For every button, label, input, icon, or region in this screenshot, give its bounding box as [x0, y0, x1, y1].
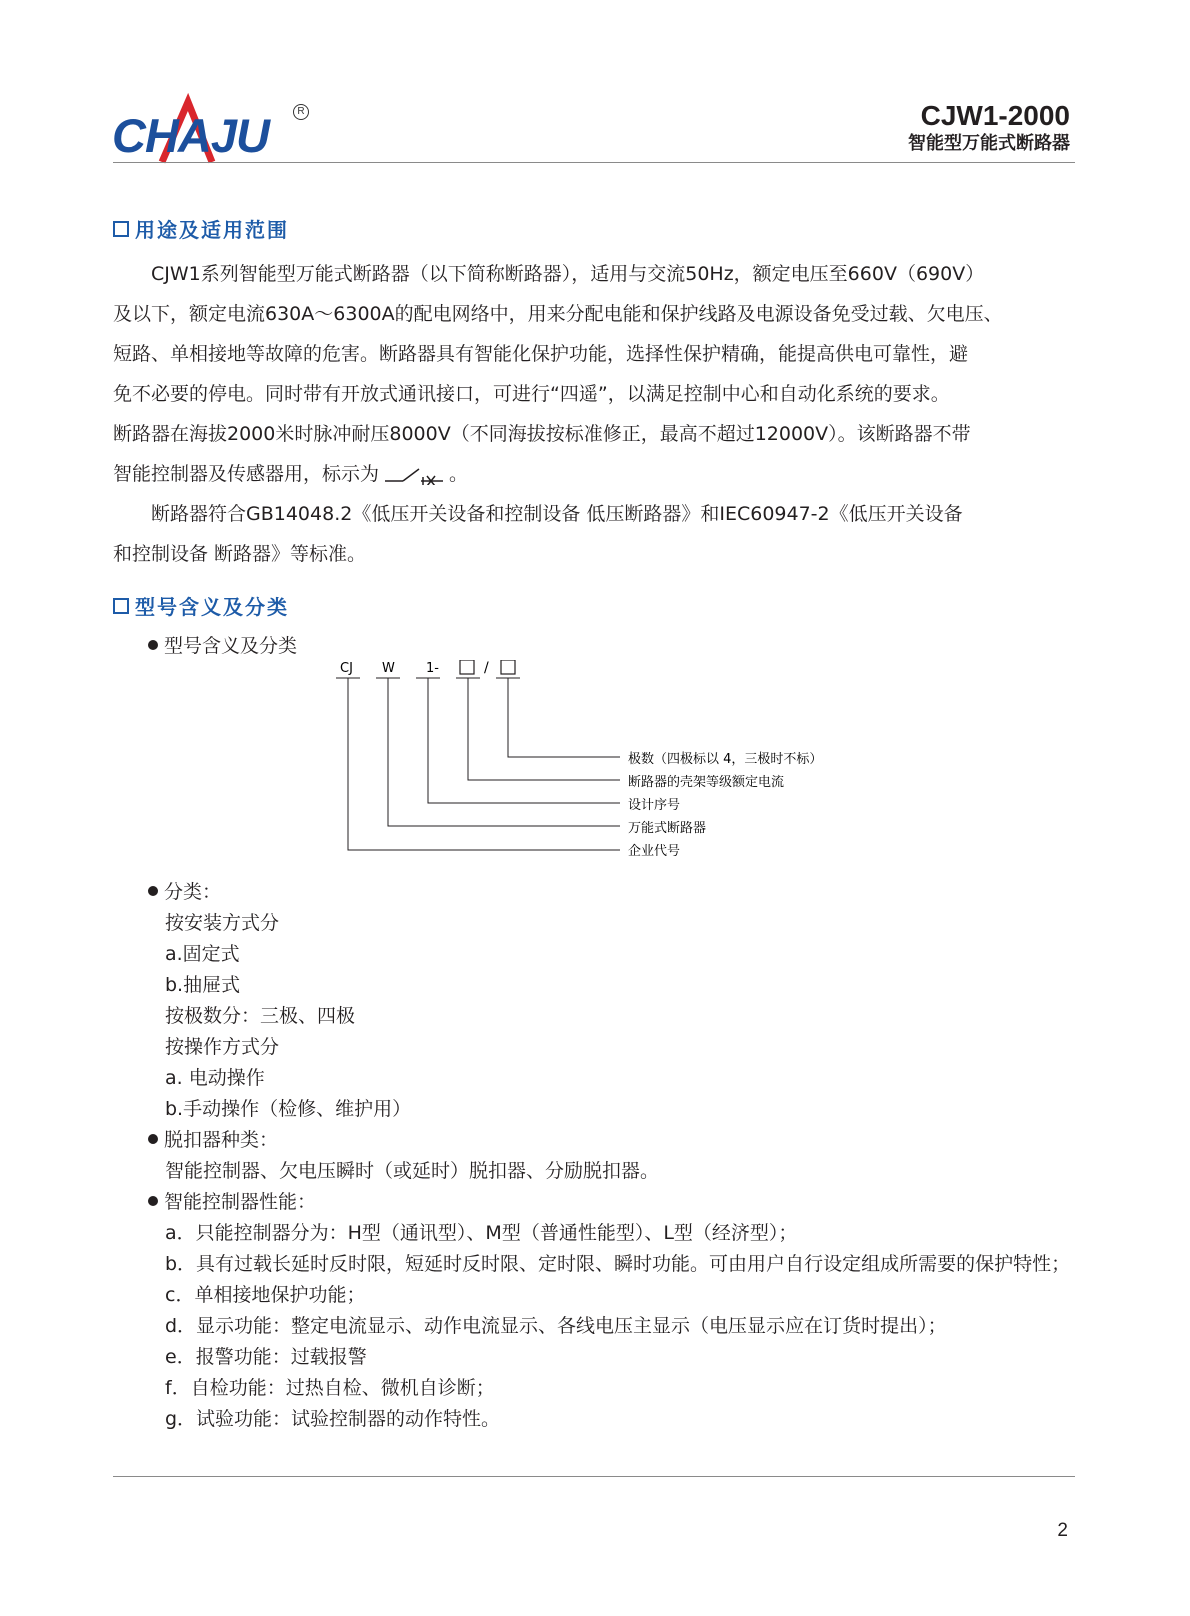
- list-item: b.手动操作（检修、维护用）: [165, 1098, 412, 1120]
- product-subtitle: 智能型万能式断路器: [908, 133, 1070, 154]
- brand-logo: [112, 92, 312, 168]
- list-item: 按安装方式分: [165, 912, 280, 934]
- bullet-model-meaning: 型号含义及分类: [148, 630, 297, 662]
- document-header: [908, 100, 1070, 156]
- bullet-icon: [148, 1196, 158, 1206]
- list-item: g．试验功能：试验控制器的动作特性。: [165, 1408, 501, 1430]
- label-enterprise-code: 企业代号: [628, 844, 681, 859]
- label-breaker-type: 万能式断路器: [628, 821, 707, 836]
- bullet-icon: [148, 1134, 158, 1144]
- list-item: b.抽屉式: [165, 974, 241, 996]
- leader-type: [388, 678, 620, 826]
- header-divider: [113, 162, 1075, 163]
- leader-poles: [508, 678, 620, 757]
- bullet-icon: [148, 640, 158, 650]
- leader-design: [428, 678, 620, 803]
- code-1: 1-: [426, 661, 439, 676]
- footer-divider: [113, 1476, 1075, 1477]
- list-item: f．自检功能：过热自检、微机自诊断；: [165, 1377, 495, 1399]
- leader-current: [468, 678, 620, 780]
- label-poles: 极数（四极标以 4，三极时不标）: [628, 752, 823, 767]
- list-item: a.固定式: [165, 943, 240, 965]
- code-box-poles: [501, 660, 515, 674]
- breaker-symbol-icon: [379, 465, 449, 485]
- checkbox-square-icon: [113, 221, 129, 237]
- code-slash: /: [484, 660, 489, 676]
- bullet-release-types: 脱扣器种类：: [148, 1124, 278, 1156]
- list-item: a. 电动操作: [165, 1067, 265, 1089]
- list-item: 按极数分：三极、四极: [165, 1005, 356, 1027]
- product-model: CJW1-2000: [920, 100, 1070, 131]
- usage-paragraph: CJW1系列智能型万能式断路器（以下简称断路器），适用与交流50Hz，额定电压至660V（690V） 及以下，额定电流630A～6300A的配电网络中，用来分配电能和保护线路及电源设备免受过载、欠电压、 短路、单相接地等故障的危害。断路器具有智能化保护功能，选择性保护精确，能提高供电可靠性，避 免不必要的停电。同时带有开放式通讯接口，可进行“四遥”，以满足控制中心和自动化系统的要求。 断路器在海拔2000米时脉冲耐压8000V（不同海拔按标准修正，最高不超过12000V）。该断路器不带 智能控制器及传感器用，标示为 。 断路器符合GB14048.2《低压开关设备和控制设备 低压断路器》和IEC60947-2《低压开关设备 和控制设备 断路器》等标准。: [113, 263, 1003, 565]
- bullet-icon: [148, 886, 158, 896]
- section-title-model: 型号含义及分类: [113, 591, 289, 620]
- bullet-classification: 分类：: [148, 876, 221, 908]
- list-item: 按操作方式分: [165, 1036, 280, 1058]
- registered-mark-icon: R: [293, 104, 309, 120]
- list-item: e．报警功能：过载报警: [165, 1346, 367, 1368]
- section-title-usage: 用途及适用范围: [113, 214, 289, 243]
- leader-enterprise: [348, 678, 620, 850]
- label-frame-current: 断路器的壳架等级额定电流: [628, 775, 785, 790]
- checkbox-square-icon: [113, 598, 129, 614]
- label-design-serial: 设计序号: [628, 798, 681, 813]
- list-item: b．具有过载长延时反时限，短延时反时限、定时限、瞬时功能。可由用户自行设定组成所需要的保护特性；: [165, 1253, 1071, 1275]
- code-w: W: [382, 661, 395, 676]
- bullet-controller-performance: 智能控制器性能：: [148, 1186, 316, 1218]
- list-item: 智能控制器、欠电压瞬时（或延时）脱扣器、分励脱扣器。: [165, 1160, 660, 1182]
- code-box-current: [460, 660, 474, 674]
- logo-text: CHAJU: [112, 109, 269, 162]
- list-item: d．显示功能：整定电流显示、动作电流显示、各线电压主显示（电压显示应在订货时提出）；: [165, 1315, 947, 1337]
- model-code-diagram: [330, 660, 890, 865]
- list-item: c．单相接地保护功能；: [165, 1284, 366, 1306]
- code-cj: CJ: [340, 661, 353, 676]
- page-number: 2: [1057, 1520, 1068, 1541]
- list-item: a．只能控制器分为：H型（通讯型）、M型（普通性能型）、L型（经济型）；: [165, 1222, 798, 1244]
